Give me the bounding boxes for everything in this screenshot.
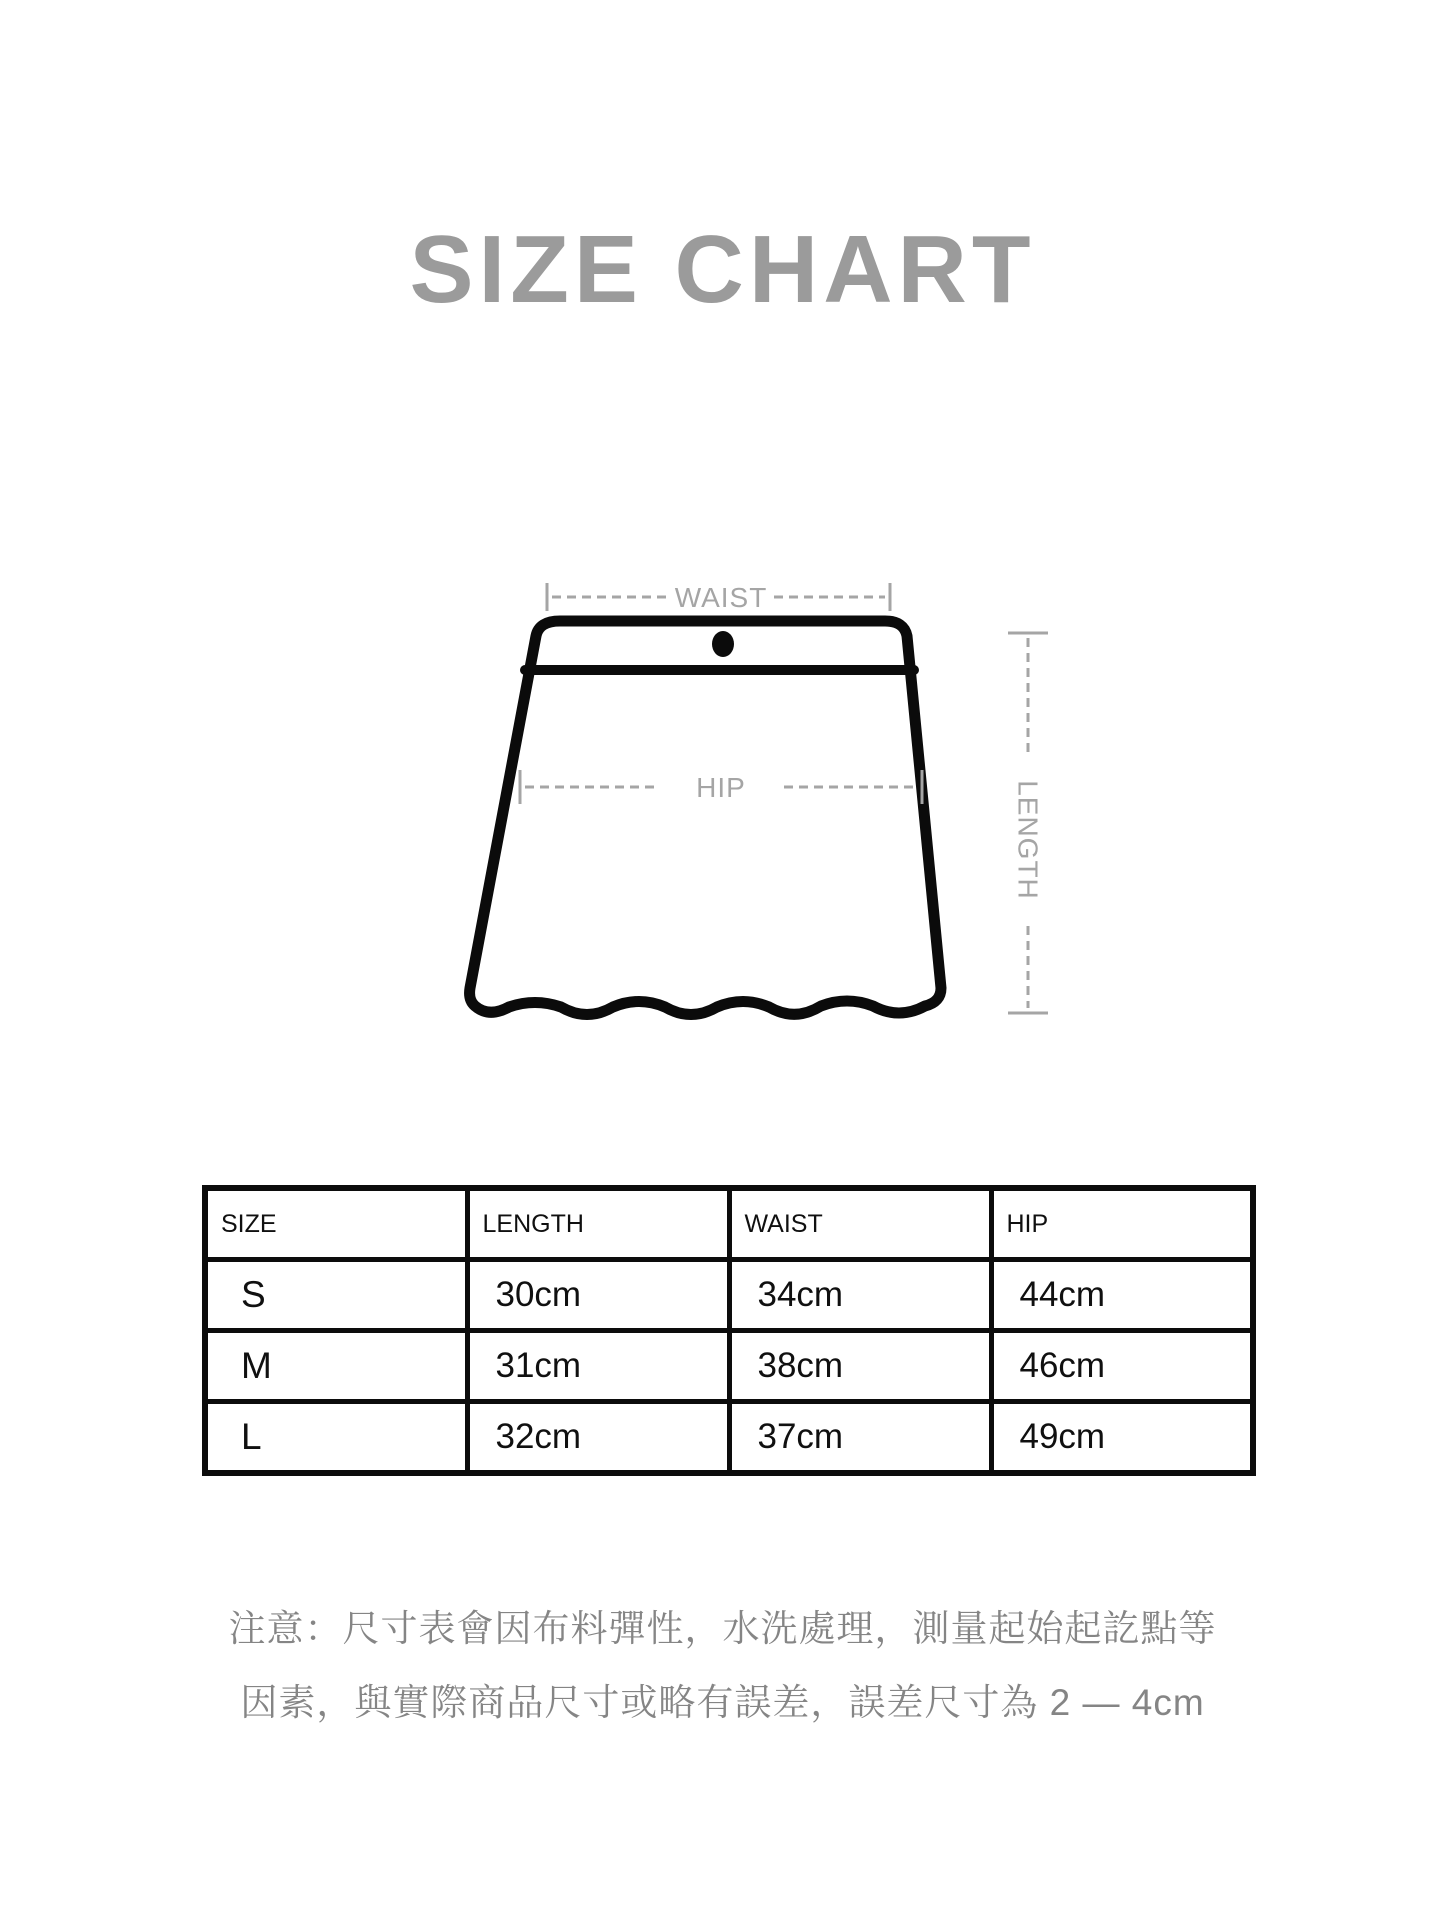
size-table-head xyxy=(205,1188,1253,1260)
cell-size: S xyxy=(205,1260,467,1331)
header-hip: HIP xyxy=(991,1188,1253,1260)
note-line-2: 因素，與實際商品尺寸或略有誤差，誤差尺寸為 2 — 4cm xyxy=(240,1682,1205,1723)
cell-hip: 44cm xyxy=(991,1260,1253,1331)
header-waist: WAIST xyxy=(729,1188,991,1260)
waist-label: WAIST xyxy=(674,582,768,613)
cell-size: M xyxy=(205,1331,467,1402)
cell-waist: 38cm xyxy=(729,1331,991,1402)
skirt-diagram xyxy=(390,545,1100,1065)
table-row xyxy=(205,1331,1253,1402)
button-dot xyxy=(712,631,734,657)
cell-size: L xyxy=(205,1402,467,1474)
cell-hip: 46cm xyxy=(991,1331,1253,1402)
note-line-1: 注意：尺寸表會因布料彈性，水洗處理，測量起始起訖點等 xyxy=(228,1608,1217,1649)
cell-length: 32cm xyxy=(467,1402,729,1474)
header-size: SIZE xyxy=(205,1188,467,1260)
table-row xyxy=(205,1402,1253,1474)
table-header-row xyxy=(205,1188,1253,1260)
size-table xyxy=(202,1185,1256,1476)
header-length: LENGTH xyxy=(467,1188,729,1260)
length-label: LENGTH xyxy=(1012,780,1044,900)
cell-length: 31cm xyxy=(467,1331,729,1402)
cell-length: 30cm xyxy=(467,1260,729,1331)
size-table-body xyxy=(205,1260,1253,1474)
table-row xyxy=(205,1260,1253,1331)
skirt-outline xyxy=(470,621,941,1015)
page-title: SIZE CHART xyxy=(409,216,1036,323)
cell-hip: 49cm xyxy=(991,1402,1253,1474)
size-note xyxy=(0,1602,1445,1750)
cell-waist: 34cm xyxy=(729,1260,991,1331)
hip-label: HIP xyxy=(696,772,746,803)
cell-waist: 37cm xyxy=(729,1402,991,1474)
